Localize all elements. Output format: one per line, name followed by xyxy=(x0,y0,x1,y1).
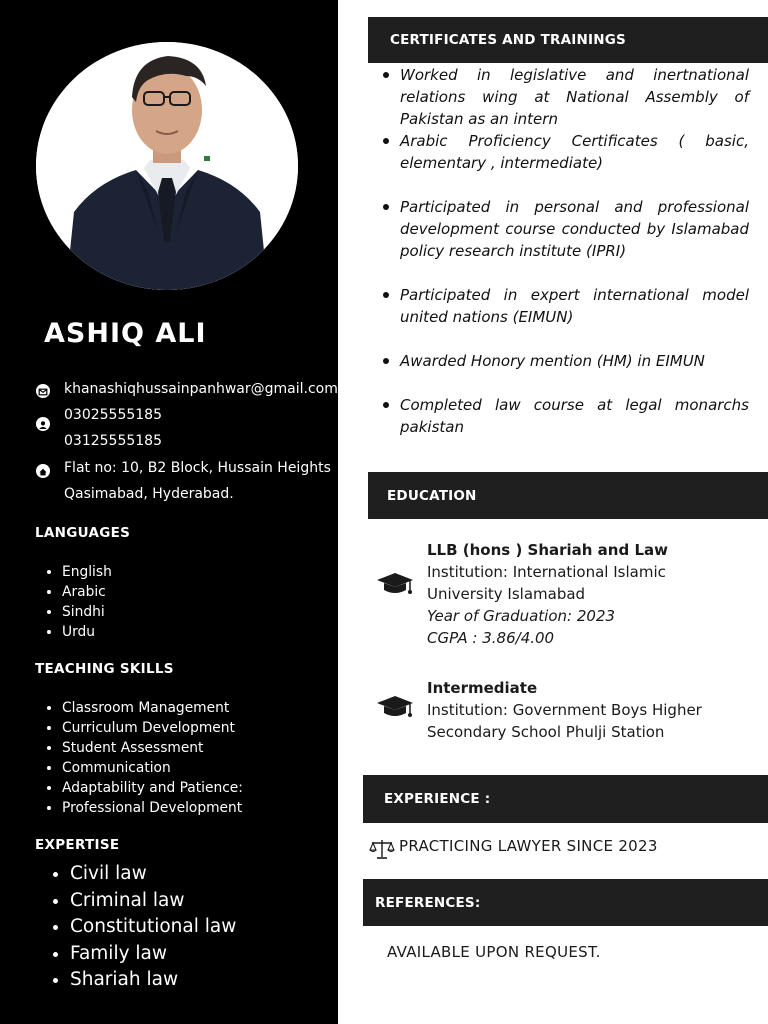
education-heading: EDUCATION xyxy=(387,487,477,504)
certificates-list xyxy=(400,64,749,438)
references-heading: REFERENCES: xyxy=(375,894,481,911)
certificates-heading: CERTIFICATES AND TRAININGS xyxy=(390,32,626,48)
expertise-list xyxy=(48,861,236,994)
email-icon xyxy=(36,384,50,398)
list-item: • Urdu xyxy=(62,622,112,642)
institution-line: Institution: Government Boys Higher xyxy=(427,701,702,719)
address-line-1: Flat no: 10, B2 Block, Hussain Heights xyxy=(64,460,331,476)
list-item: • Shariah law xyxy=(70,967,236,994)
list-item: • Sindhi xyxy=(62,602,112,622)
profile-photo-image xyxy=(36,42,298,290)
list-item: Participated in expert international model united nations (EIMUN) xyxy=(400,286,749,326)
list-item: • Family law xyxy=(70,941,236,968)
experience-text: PRACTICING LAWYER SINCE 2023 xyxy=(399,837,658,855)
languages-list xyxy=(40,562,112,642)
candidate-name: ASHIQ ALI xyxy=(44,318,207,349)
list-item: • Professional Development xyxy=(62,798,243,818)
education-header xyxy=(368,472,768,519)
list-item: • Civil law xyxy=(70,861,236,888)
education-entry-llb xyxy=(427,539,668,649)
phone-2-text[interactable]: 03125555185 xyxy=(64,433,162,449)
scales-icon xyxy=(369,838,395,864)
institution-line: Institution: International Islamic xyxy=(427,563,666,581)
experience-heading: EXPERIENCE : xyxy=(384,791,491,807)
graduation-year: Year of Graduation: 2023 xyxy=(427,607,616,625)
teaching-skills-heading: TEACHING SKILLS xyxy=(35,661,174,677)
phone-icon xyxy=(36,417,50,431)
graduation-cap-icon xyxy=(376,694,414,724)
list-item: Participated in personal and professional development course conducted by Islamabad policy research institute (IPRI) xyxy=(400,198,749,260)
institution-line: University Islamabad xyxy=(427,585,586,603)
teaching-skills-list xyxy=(40,698,243,818)
graduation-cap-icon xyxy=(376,571,414,601)
degree-title: LLB (hons ) Shariah and Law xyxy=(427,541,668,559)
institution-line: Secondary School Phulji Station xyxy=(427,723,665,741)
phone-1-text[interactable]: 03025555185 xyxy=(64,407,162,423)
expertise-heading: EXPERTISE xyxy=(35,837,120,853)
list-item: • Student Assessment xyxy=(62,738,243,758)
languages-heading: LANGUAGES xyxy=(35,525,131,541)
certificates-header xyxy=(368,17,768,63)
list-item: Awarded Honory mention (HM) in EIMUN xyxy=(400,350,749,372)
education-entry-intermediate xyxy=(427,677,702,743)
list-item: • Adaptability and Patience: xyxy=(62,778,243,798)
profile-photo xyxy=(36,42,298,290)
list-item: • Criminal law xyxy=(70,888,236,915)
list-item: Arabic Proficiency Certificates ( basic, elementary , intermediate) xyxy=(400,132,749,172)
list-item: • Arabic xyxy=(62,582,112,602)
sidebar xyxy=(0,0,338,1024)
list-item: • Communication xyxy=(62,758,243,778)
list-item: • Curriculum Development xyxy=(62,718,243,738)
cgpa: CGPA : 3.86/4.00 xyxy=(427,629,555,647)
list-item: • English xyxy=(62,562,112,582)
degree-title: Intermediate xyxy=(427,679,538,697)
experience-header xyxy=(363,775,768,823)
list-item: • Constitutional law xyxy=(70,914,236,941)
email-text[interactable]: khanashiqhussainpanhwar@gmail.com xyxy=(64,381,338,397)
list-item: Worked in legislative and inertnational relations wing at National Assembly of Pakistan as an intern xyxy=(400,66,749,128)
list-item: • Classroom Management xyxy=(62,698,243,718)
list-item: Completed law course at legal monarchs pakistan xyxy=(400,396,749,436)
references-text: AVAILABLE UPON REQUEST. xyxy=(387,943,601,961)
references-header xyxy=(363,879,768,926)
home-icon xyxy=(36,464,50,478)
address-line-2: Qasimabad, Hyderabad. xyxy=(64,486,234,502)
